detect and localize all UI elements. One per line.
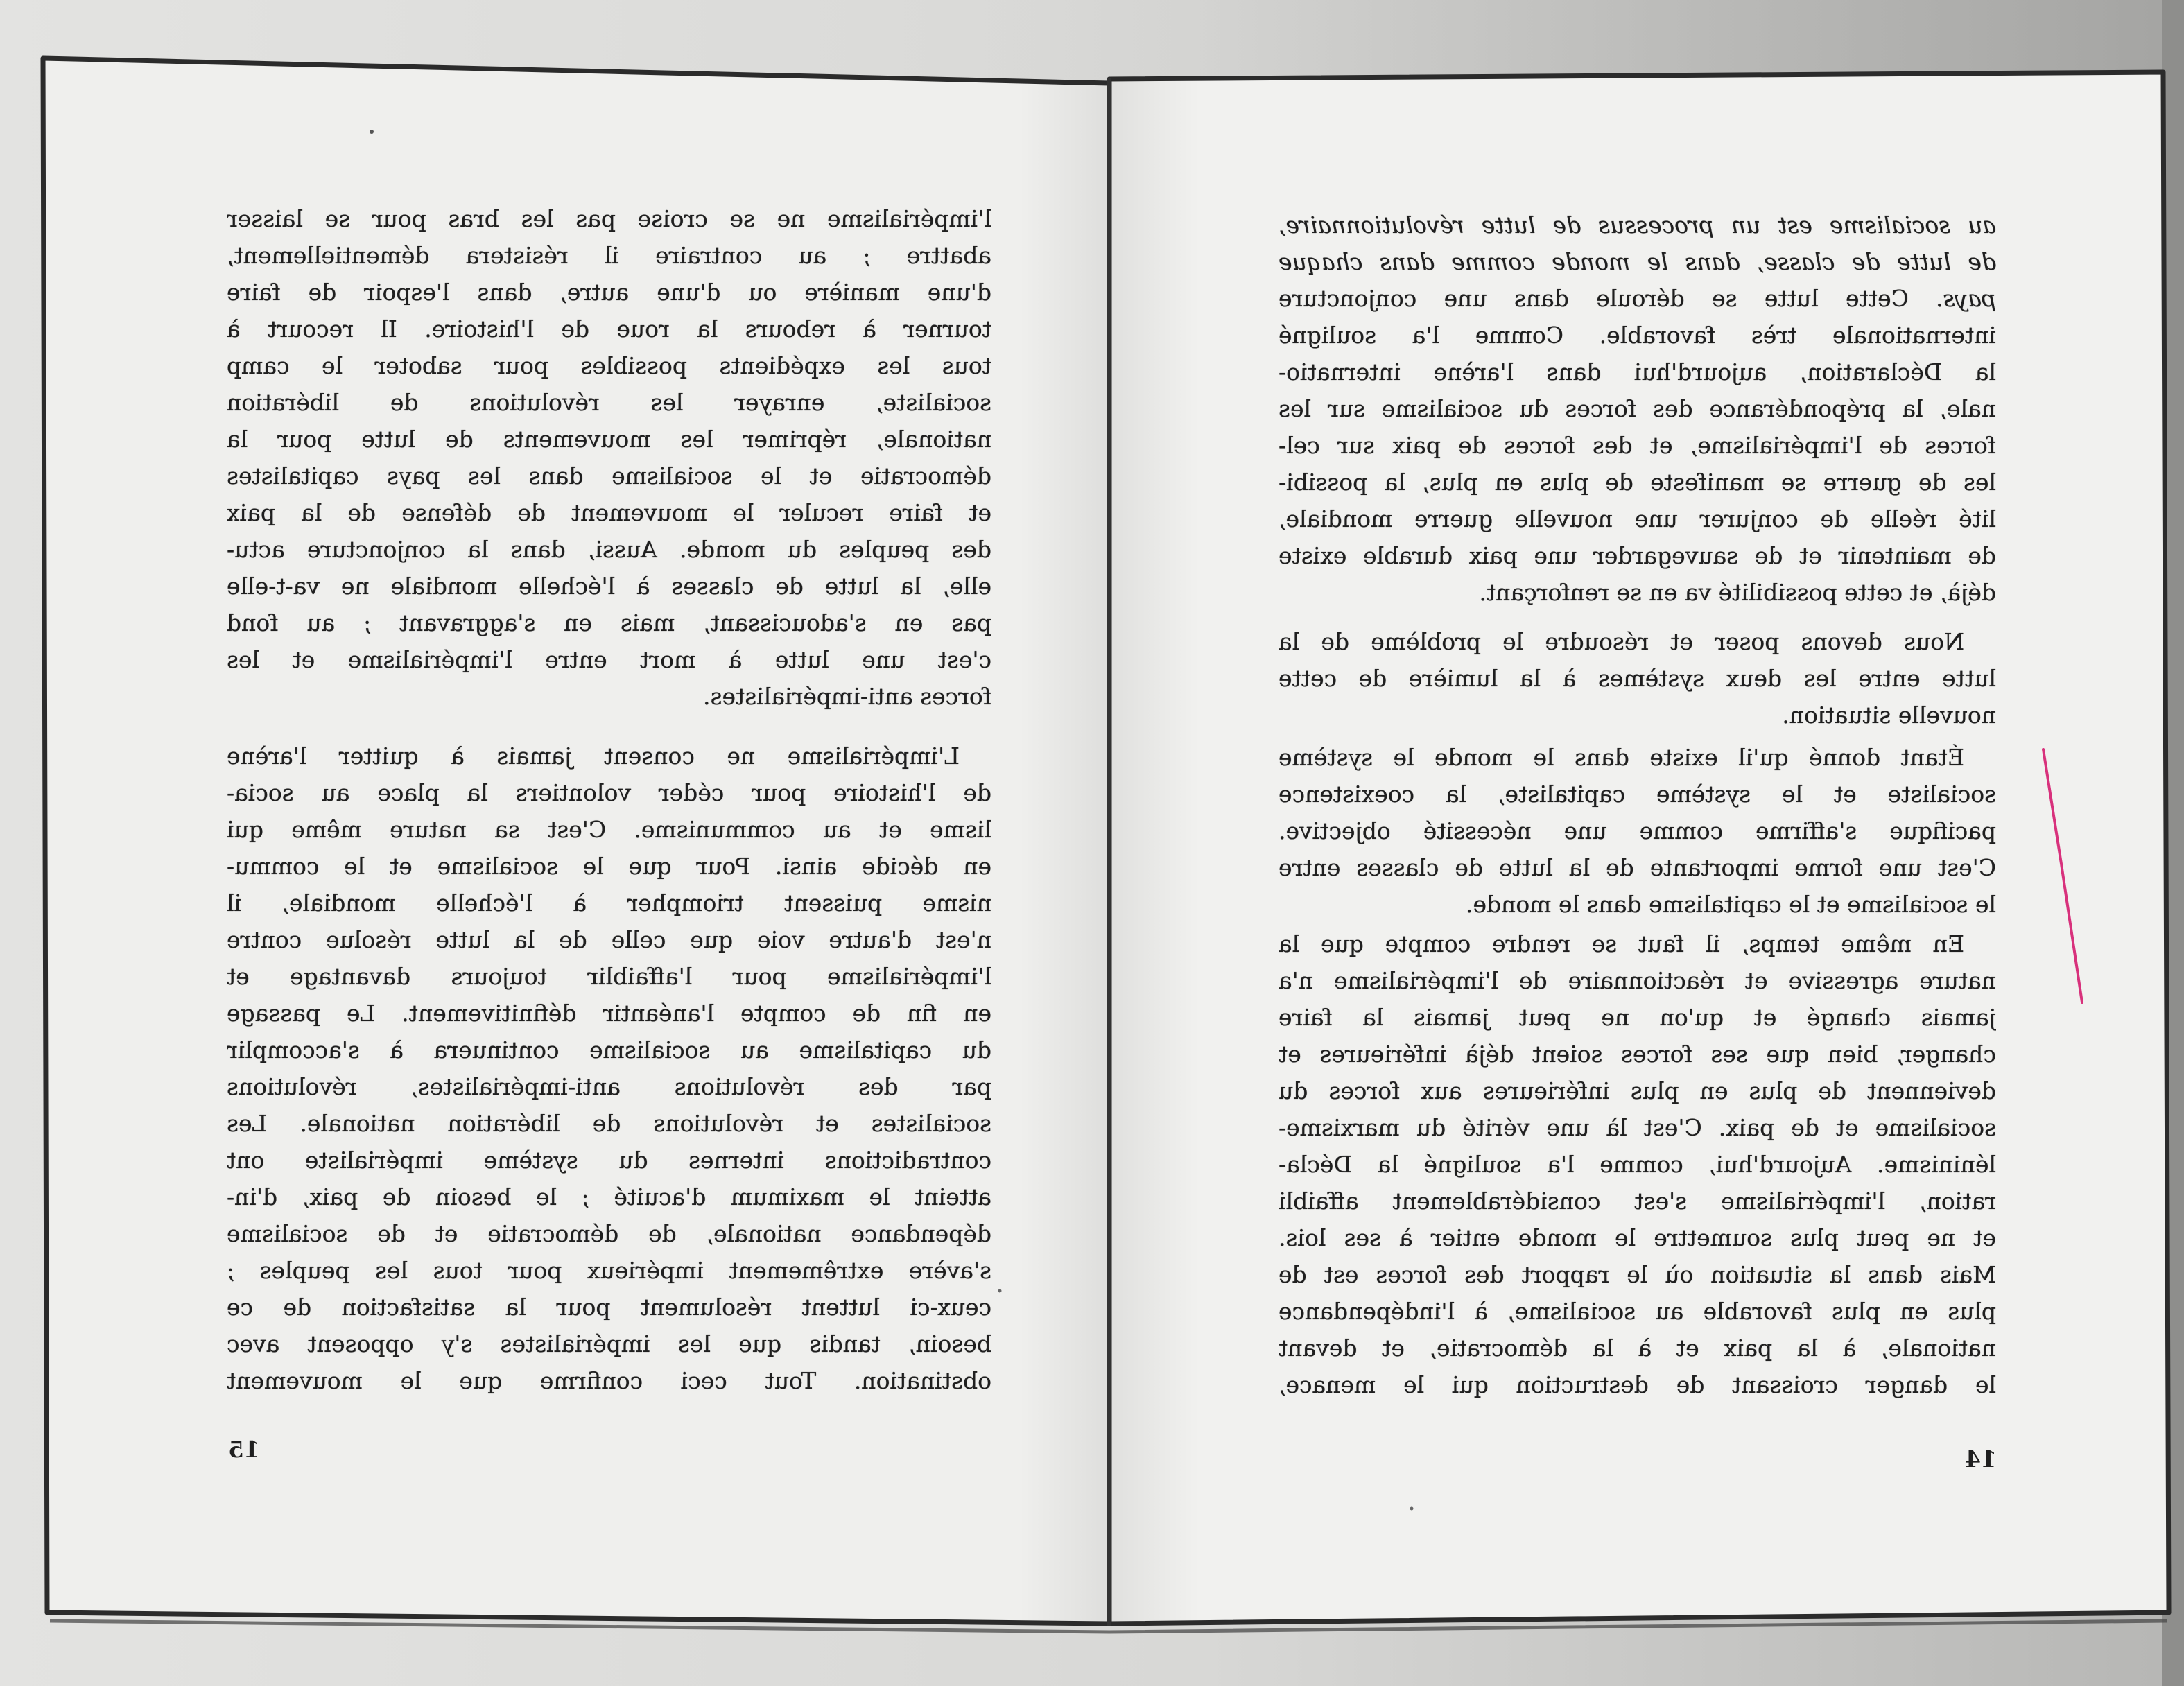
text-line: au socialisme est un processus de lutte révolutionnaire, [1279, 211, 1996, 238]
text-line: pacifique s'affirme comme une nécessité objective. [1279, 817, 1996, 844]
text-line: de lutte de classe, dans le monde comme dans chaque [1279, 248, 1996, 275]
text-line: du capitalisme au socialisme continuera à s'accomplir [227, 1036, 991, 1063]
text-line: forces anti-impérialistes. [703, 683, 991, 710]
text-line: l'impérialisme pour l'affaiblir toujours davantage et [227, 963, 991, 990]
text-line: lutte entre les deux systèmes à la lumière de cette [1279, 665, 1996, 692]
text-line [1279, 280, 1996, 317]
text-line: C'est une forme importante de la lutte de classes entre [1279, 854, 1996, 881]
page-15-text [227, 200, 991, 1399]
text-line: pas en s'adoucissant, mais en s'aggravant ; au fond [227, 609, 991, 636]
text-line: nationale, réprimer les mouvements de lutte pour la [227, 426, 991, 453]
dust-speck [1410, 1507, 1414, 1511]
paragraph [227, 738, 991, 1399]
text-line: tourner à rebours la roue de l'histoire. Il recourt à [227, 315, 991, 342]
text-line: tous les expédients possibles pour saboter le camp [227, 352, 991, 379]
text-line: internationale très favorable. Comme l'a souligné [1279, 322, 1996, 349]
italic-word: pays. [1936, 285, 1996, 312]
text-line: nationale, à la paix et à la démocratie, et devant [1279, 1335, 1996, 1362]
text-line: léninisme. Aujourd'hui, comme l'a souligné la Décla- [1279, 1151, 1996, 1178]
text-line: déjà, et cette possibilité va en se renforçant. [1479, 579, 1996, 606]
text-line: la Déclaration, aujourd'hui dans l'arène internatio- [1279, 358, 1996, 385]
paragraph [1279, 623, 1996, 733]
text-line: obstination. Tout ceci confirme que le mouvement [227, 1367, 991, 1394]
text-line: abattre ; au contraire il résistera démentiellement, [227, 242, 991, 269]
text-line: forces de l'impérialisme, et des forces de paix sur cel- [1279, 432, 1996, 459]
text-line: ceux-ci luttent résolument pour la satisfaction de ce [227, 1294, 991, 1321]
text-line: nisme puissent triompher à l'échelle mondiale, il [227, 889, 991, 916]
text-line: nale, la prépondérance des forces du socialisme sur les [1279, 395, 1996, 422]
text-line: socialiste, enrayer les révolutions de libération [227, 389, 991, 416]
text-line: par des révolutions anti-impérialistes, révolutions [227, 1073, 991, 1100]
text-line: elle, la lutte de classes à l'échelle mondiale ne va-t-elle [227, 573, 991, 600]
text-line: Étant donné qu'il existe dans le monde le système [1279, 744, 1964, 771]
spine-shadow-left [1019, 85, 1108, 1622]
text-line: besoin, tandis que les impérialistes s'y opposent avec [227, 1330, 991, 1357]
text-line: et ne peut plus soumettre le monde entier à ses lois. [1279, 1224, 1996, 1251]
text-line: socialiste et le système capitaliste, la coexistence [1279, 781, 1996, 808]
text-line: dépendance nationale, de démocratie et de socialisme [227, 1220, 991, 1247]
text-line: en décide ainsi. Pour que le socialisme et le commu- [227, 853, 991, 880]
text-line: c'est une lutte à mort entre l'impérialisme et les [227, 646, 991, 673]
text-line: ration, l'impérialisme s'est considérablement affaibli [1279, 1188, 1996, 1215]
paragraph [227, 200, 991, 715]
text-line: le socialisme et le capitalisme dans le monde. [1465, 891, 1996, 918]
text-line: s'avère extrêmement impérieux pour tous les peuples ; [227, 1257, 991, 1284]
text-line: Mais dans la situation où le rapport des forces est de [1279, 1261, 1996, 1288]
text-line: de l'histoire pour céder volontiers la place au socia- [227, 779, 991, 806]
text-line: changer, bien que ses forces soient déjà inférieures et [1279, 1041, 1996, 1068]
paragraph [1279, 739, 1996, 923]
dust-speck [998, 1289, 1002, 1293]
text-line: nouvelle situation. [1782, 702, 1996, 729]
spine-shadow-right [1111, 80, 1199, 1622]
text-line: nature agressive et réactionnaire de l'impérialisme n'a [1279, 967, 1996, 994]
text-line: n'est d'autre voie que celle de la lutte résolue contre [227, 926, 991, 953]
text-line: lisme et au communisme. C'est sa nature même qui [227, 816, 991, 843]
text-line: deviennent de plus en plus inférieures aux forces du [1279, 1077, 1996, 1104]
text-line: en fin de compte l'anéantir définitivement. Le passage [227, 1000, 991, 1027]
text-run: Cette lutte se déroule dans une conjoncture [1279, 285, 1936, 312]
dust-speck [370, 130, 374, 134]
text-line: En même temps, il faut se rendre compte que la [1279, 930, 1964, 957]
text-line: les de guerre se manifeste de plus en plus, la possibi- [1279, 469, 1996, 496]
page-number-15: 15 [228, 1436, 260, 1463]
text-line: Nous devons poser et résoudre le problème de la [1279, 628, 1964, 655]
top-shadow-band [971, 0, 2184, 83]
page-14-text [1279, 207, 1996, 1403]
text-line: et faire reculer le mouvement de défense de la paix [227, 499, 991, 526]
text-line: le danger croissant de destruction qui le menace, [1279, 1371, 1996, 1398]
text-line: atteint le maximum d'acuité ; le besoin de paix, d'in- [227, 1183, 991, 1210]
text-line: d'une manière ou d'une autre, dans l'espoir de faire [227, 279, 991, 306]
paragraph [1279, 207, 1996, 611]
text-line: démocratie et le socialisme dans les pays capitalistes [227, 462, 991, 489]
text-line: contradictions internes du système impérialiste ont [227, 1147, 991, 1174]
text-line: des peuples du monde. Aussi, dans la conjoncture actu- [227, 536, 991, 563]
text-line: plus en plus favorable au socialisme, à l'indépendance [1279, 1298, 1996, 1325]
page-number-14: 14 [1965, 1445, 1997, 1472]
text-line: l'impérialisme ne se croise pas les bras pour se laisser [227, 205, 991, 232]
paragraph [1279, 925, 1996, 1403]
text-line: socialisme et de paix. C'est là une vérité du marxisme- [1279, 1114, 1996, 1141]
text-line: socialistes et révolutions de libération nationale. Les [227, 1110, 991, 1137]
text-line: L'impérialisme ne consent jamais à quitter l'arène [227, 742, 960, 770]
text-line: jamais changé et qu'on ne peut jamais la faire [1279, 1004, 1996, 1031]
text-line: lité réelle de conjurer une nouvelle guerre mondiale, [1279, 505, 1996, 532]
text-line: de maintenir et de sauvegarder une paix durable existe [1279, 542, 1996, 569]
